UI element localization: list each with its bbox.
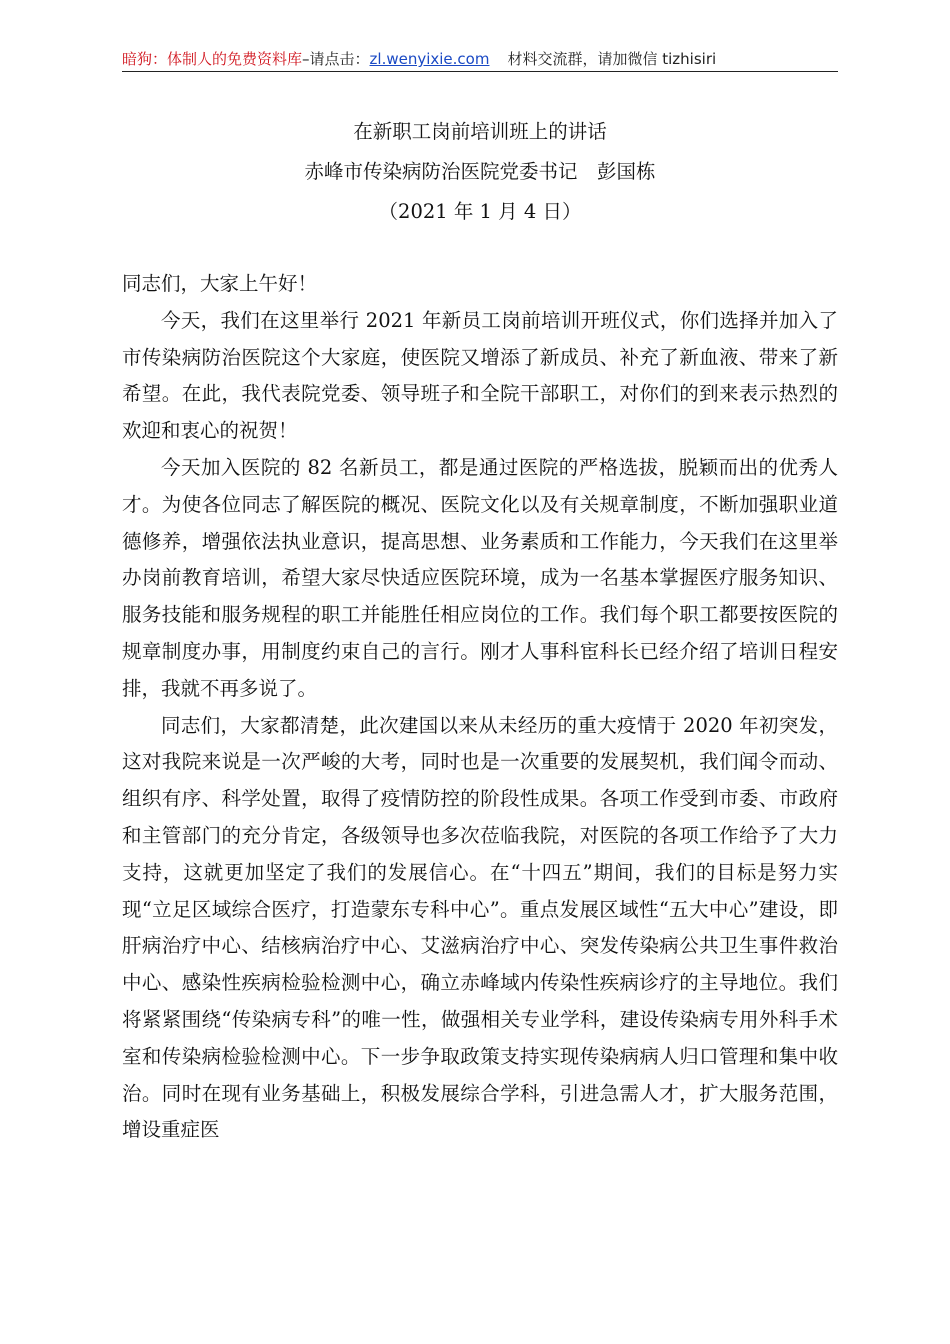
header-divider bbox=[122, 71, 838, 72]
header-prompt: –请点击： bbox=[302, 50, 370, 68]
greeting: 同志们，大家上午好！ bbox=[122, 272, 318, 295]
paragraph: 今天，我们在这里举行 2021 年新员工岗前培训开班仪式，你们选择并加入了市传染病防治医院这个大家庭，使医院又增添了新成员、补充了新血液、带来了新希望。在此，我代表院党委、领导班子和全院干部职工，对你们的到来表示热烈的欢迎和衷心的祝贺！ bbox=[122, 308, 838, 443]
paragraph: 同志们，大家都清楚，此次建国以来从未经历的重大疫情于 2020 年初突发，这对我院来说是一次严峻的大考，同时也是一次重要的发展契机，我们闻令而动、组织有序、科学处置，取得了疫情防控的阶段性成果。各项工作受到市委、市政府和主管部门的充分肯定，各级领导也多次莅临我院，对医院的各项工作给予了大力支持，这就更加坚定了我们的发展信心。在“十四五”期间，我们的目标是努力实现“立足区域综合医疗，打造蒙东专科中心”。重点发展区域性“五大中心”建设，即肝病治疗中心、结核病治疗中心、艾滋病治疗中心、突发传染病公共卫生事件救治中心、感染性疾病检验检测中心，确立赤峰域内传染性疾病诊疗的主导地位。我们将紧紧围绕“传染病专科”的唯一性，做强相关专业学科，建设传染病专用外科手术室和传染病检验检测中心。下一步争取政策支持实现传染病病人归口管理和集中收治。同时在现有业务基础上，积极发展综合学科，引进急需人才，扩大服务范围，增设重症医 bbox=[122, 713, 838, 1142]
document-date: （2021 年 1 月 4 日） bbox=[378, 200, 582, 223]
page-header bbox=[122, 46, 838, 72]
document-speaker: 赤峰市传染病防治医院党委书记 彭国栋 bbox=[304, 160, 656, 183]
header-link[interactable]: zl.wenyixie.com bbox=[369, 50, 490, 68]
title-block bbox=[122, 112, 838, 232]
paragraph: 今天加入医院的 82 名新员工，都是通过医院的严格选拔，脱颖而出的优秀人才。为使各位同志了解医院的概况、医院文化以及有关规章制度，不断加强职业道德修养，增强依法执业意识，提高思想、业务素质和工作能力，今天我们在这里举办岗前教育培训，希望大家尽快适应医院环境，成为一名基本掌握医疗服务知识、服务技能和服务规程的职工并能胜任相应岗位的工作。我们每个职工都要按医院的规章制度办事，用制度约束自己的言行。刚才人事科宦科长已经介绍了培训日程安排，我就不再多说了。 bbox=[122, 455, 838, 700]
speech-body bbox=[122, 266, 838, 1149]
document-title: 在新职工岗前培训班上的讲话 bbox=[353, 120, 607, 143]
header-note: 材料交流群，请加微信 tizhisiri bbox=[507, 50, 717, 68]
header-brand: 暗狗：体制人的免费资料库 bbox=[122, 50, 303, 68]
